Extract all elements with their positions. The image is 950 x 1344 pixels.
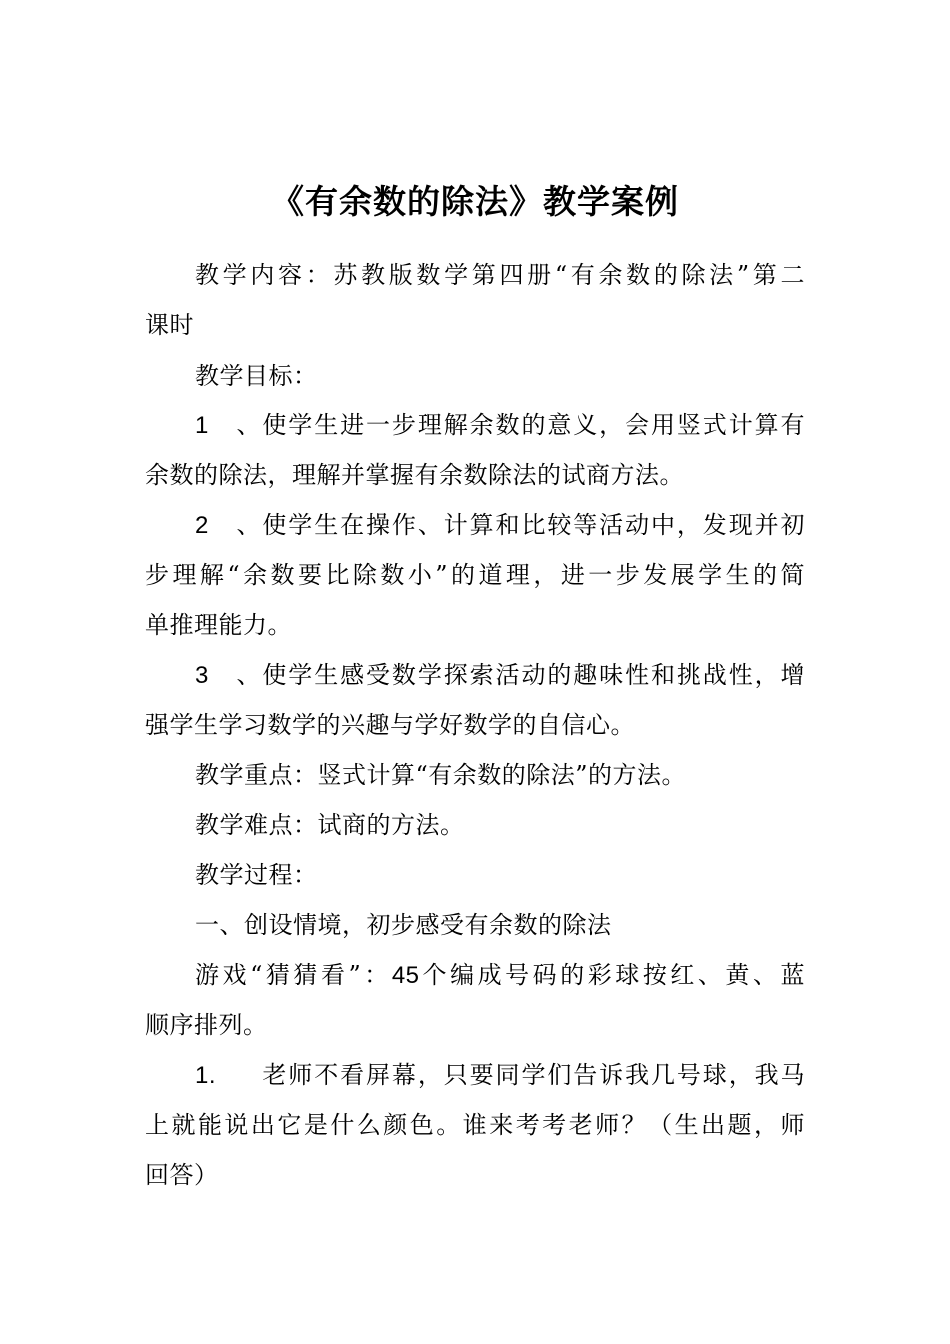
goal-2-line-3: 单推理能力。 [145, 611, 292, 639]
step-1-number: 1. [195, 1062, 217, 1089]
goal-2-line-1 [195, 508, 805, 543]
goal-1-line-1 [195, 408, 805, 443]
goal-1-number: 1、 [195, 412, 261, 439]
game-suffix: 个编成号码的彩球按红、黄、蓝 [419, 961, 805, 989]
difficulty: 教学难点：试商的方法。 [195, 811, 465, 839]
step-1-line-2: 上就能说出它是什么颜色。谁来考考老师？（生出题，师 [145, 1111, 805, 1139]
document-title: 《有余数的除法》教学案例 [271, 182, 679, 221]
goals-heading: 教学目标： [195, 362, 318, 390]
game-number: 45 [391, 962, 420, 989]
content-line-1: 教学内容：苏教版数学第四册“有余数的除法”第二 [195, 261, 805, 289]
goal-3-line-1 [195, 658, 805, 693]
process-heading: 教学过程： [195, 861, 318, 889]
key-point: 教学重点：竖式计算“有余数的除法”的方法。 [195, 761, 687, 789]
goal-3-text: 使学生感受数学探索活动的趣味性和挑战性，增 [261, 661, 805, 689]
section-1-heading: 一、创设情境，初步感受有余数的除法 [195, 911, 612, 939]
game-line-2: 顺序排列。 [145, 1011, 268, 1039]
step-1-line-1 [195, 1058, 805, 1093]
game-prefix: 游戏“猜猜看”： [195, 961, 392, 989]
goal-2-line-2: 步理解“余数要比除数小”的道理，进一步发展学生的简 [145, 561, 805, 589]
goal-3-number: 3、 [195, 662, 261, 689]
goal-3-line-2: 强学生学习数学的兴趣与学好数学的自信心。 [145, 711, 635, 739]
goal-1-text: 使学生进一步理解余数的意义，会用竖式计算有 [261, 411, 805, 439]
game-line-1 [195, 958, 805, 993]
goal-2-text: 使学生在操作、计算和比较等活动中，发现并初 [261, 511, 805, 539]
step-1-line-3: 回答） [145, 1161, 219, 1189]
step-1-text: 老师不看屏幕，只要同学们告诉我几号球，我马 [261, 1061, 805, 1089]
content-line-2: 课时 [145, 311, 194, 339]
goal-2-number: 2、 [195, 512, 261, 539]
goal-1-line-2: 余数的除法，理解并掌握有余数除法的试商方法。 [145, 461, 684, 489]
